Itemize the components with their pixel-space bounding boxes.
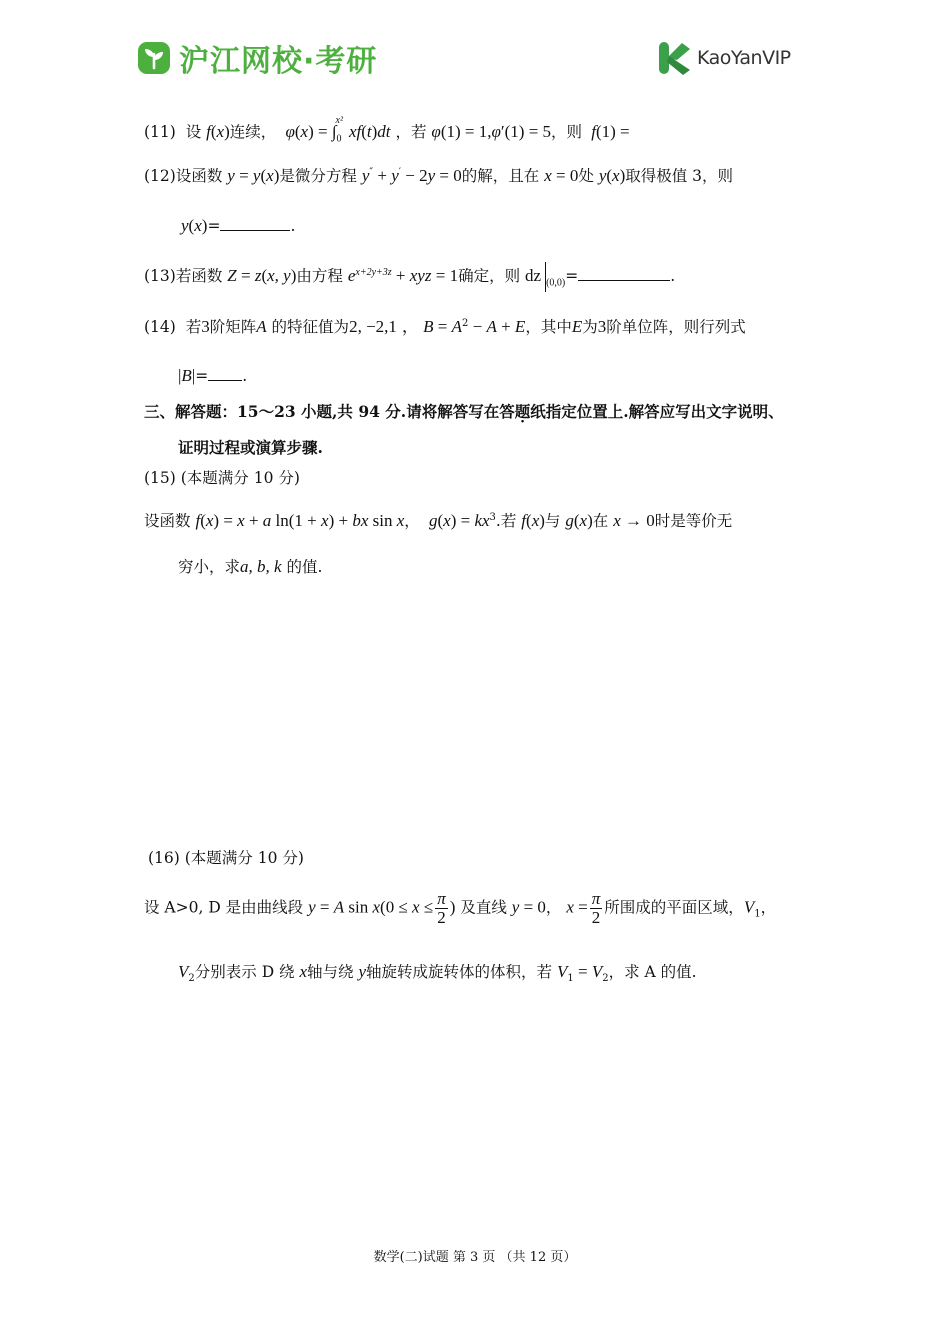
question-13: (13)若函数 Z = z(x, y)由方程 $e^{x+2y+3z}$ + xyz = 1确定，则 dz $_{(0,0)}$= . [144, 262, 675, 294]
q11-number: (11) [144, 123, 176, 142]
q15-text: 在 [592, 512, 609, 531]
k-logo-icon [657, 40, 693, 76]
q16-text: 及直线 [460, 898, 507, 917]
q12-text: 设函数 [175, 167, 223, 186]
q13-number: (13) [144, 267, 176, 286]
q11-text: 设 [185, 123, 202, 142]
q15-text: ， [404, 512, 420, 531]
q16-text: ， [760, 898, 777, 917]
pi-over-2-fraction: $\frac{\pi}{2}$ [591, 889, 601, 927]
question-14: (14) 若3阶矩阵A 的特征值为2, −2,1 ， $B = A^2 - A + E$，其中E为3阶单位阵，则行列式 [144, 317, 746, 337]
section-3-title-part: 指定位置上.解答应写出文字说明、 [545, 402, 784, 421]
q15-text: 时是等价无 [654, 512, 733, 531]
q16-text: ，求 A 的值. [608, 963, 697, 981]
question-16-line2: $V_2$分别表示 D 绕 x轴与绕 y轴旋转成旋转体的体积，若 $V_1 = V_2$，求 A 的值. [178, 962, 697, 985]
section-3-title [144, 400, 784, 422]
q13-text: 确定，则 [458, 267, 521, 286]
q16-text: 分别表示 D 绕 [194, 963, 295, 981]
brand-right-text: KaoYanVIP [697, 47, 791, 69]
q14-text: 为 [582, 318, 598, 337]
question-15: 设函数 f(x) = x + a ln(1 + x) + bx sin x， $g(x) = kx^3$.若 f(x)与 g(x)在 x → 0时是等价无 [144, 511, 733, 531]
answer-blank[interactable] [220, 214, 290, 231]
q13-equals: = [565, 267, 579, 286]
section-3-title-line2: 证明过程或演算步骤. [178, 438, 323, 457]
q14-equals: = [195, 367, 209, 385]
page-footer: 数学(二)试题 第 3 页 （共 12 页） [373, 1250, 577, 1265]
q16-text: ， [545, 898, 562, 917]
q16-text: 轴旋转成旋转体的体积，若 [366, 963, 553, 981]
q11-text: ，则 [551, 123, 583, 142]
q11-text: ，若 [395, 123, 427, 142]
q14-text: 阶矩阵 [209, 318, 257, 337]
q14-number: (14) [144, 318, 176, 337]
brand-left-text: 沪江网校·考研 [179, 44, 378, 79]
q13-period: . [670, 267, 676, 286]
q16-text: 轴与绕 [307, 963, 354, 981]
q12-equals: = [207, 217, 221, 235]
answer-blank[interactable] [578, 264, 670, 281]
q12-number: (12) [144, 167, 176, 186]
question-15-header: (15) (本题满分 10 分) [144, 469, 300, 487]
q12-text: 是微分方程 [279, 167, 357, 186]
q14-period: . [242, 367, 248, 385]
q14-text: 阶单位阵，则行列式 [606, 318, 746, 337]
section-3-title-part: 三、解答题：15～23 小题,共 94 分.请将解答写在 [144, 402, 500, 421]
q12-text: 取得极值 3，则 [625, 167, 734, 186]
section-3-emphasis: 答题纸 [499, 402, 546, 421]
leaf-icon [137, 41, 171, 75]
q14-text: ，其中 [525, 318, 572, 337]
q14-text: 若 [185, 318, 202, 337]
q16-text: 设 A>0, D 是由曲线段 [144, 898, 304, 917]
answer-blank[interactable] [208, 364, 242, 381]
hujiang-logo [137, 38, 377, 78]
question-12-answer-line: y(x)= . [181, 216, 296, 235]
q13-text: 由方程 [296, 267, 343, 286]
question-15-line2: 穷小，求a, b, k 的值. [178, 557, 323, 576]
q16-text: 所围成的平面区域， [604, 898, 744, 917]
question-16: 设 A>0, D 是由曲线段 y = A sin x(0 ≤ x ≤ $\frac{\pi}{2}$ ) 及直线 y = 0， x = $\frac{\pi}{2}$ 所围成的平面区域，$V_1$， [144, 889, 777, 927]
q15-text: .若 [495, 512, 517, 531]
q15-text: 的值. [286, 558, 323, 576]
question-12: (12)设函数 y = y(x)是微分方程 y″ + y′ − 2y = 0的解，且在 x = 0处 y(x)取得极值 3，则 [144, 166, 734, 186]
kaoyanvip-logo [657, 40, 791, 76]
q11-text: 连续， [229, 123, 277, 142]
q15-text: 穷小，求 [178, 558, 241, 576]
q15-text: 与 [544, 512, 561, 531]
q13-text: 若函数 [175, 267, 223, 286]
q12-text: 处 [578, 167, 594, 186]
q15-text: 设函数 [144, 512, 191, 531]
q12-period: . [290, 217, 296, 235]
pi-over-2-fraction: $\frac{\pi}{2}$ [437, 889, 446, 927]
question-11: (11) 设 f(x)连续， $\varphi(x) = \int_0^{x^2}xf(t)dt$ ，若 φ(1) = 1,φ′(1) = 5，则 f(1) = [144, 115, 630, 145]
q14-text: 的特征值为 [271, 318, 350, 337]
question-16-header: (16) (本题满分 10 分) [148, 849, 304, 867]
q12-text: 的解，且在 [461, 167, 540, 186]
question-14-answer-line: |B|= . [178, 366, 248, 385]
